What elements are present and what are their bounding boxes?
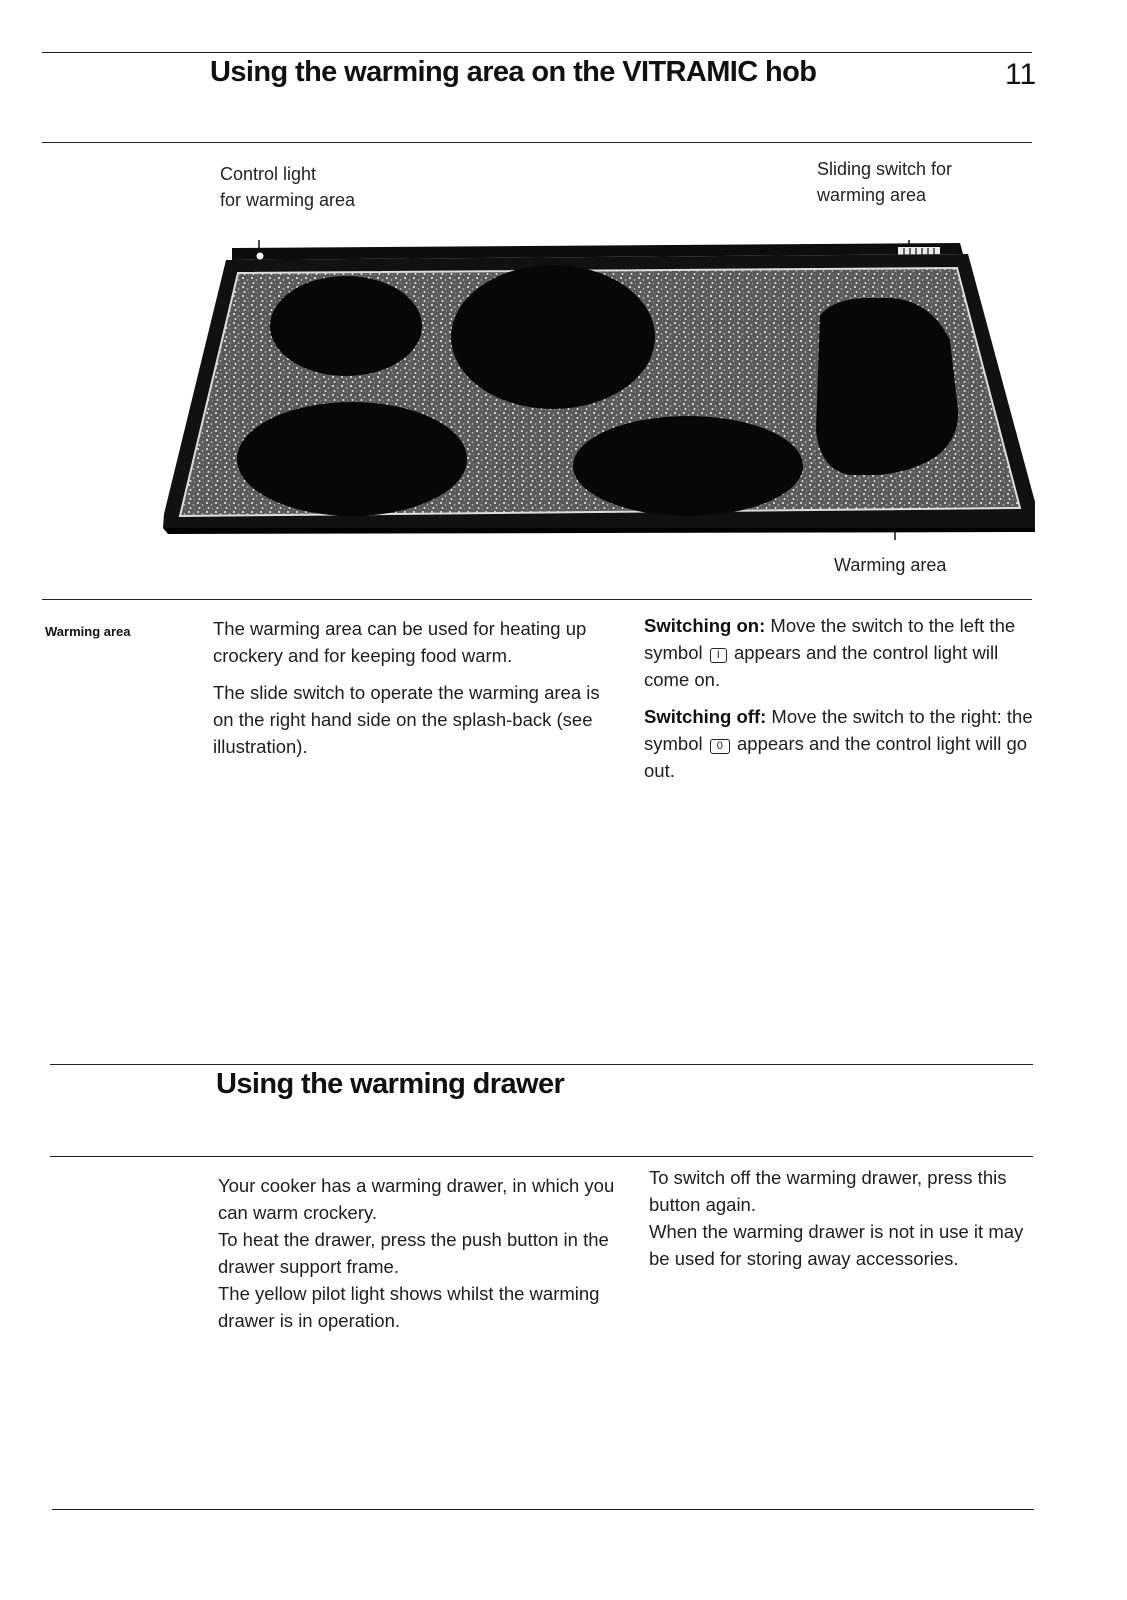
switching-on-text-b: appears and the control light will come on.	[644, 642, 999, 690]
switching-off-paragraph	[644, 703, 1034, 784]
switching-off-label: Switching off:	[644, 706, 767, 727]
symbol-off-icon: 0	[710, 739, 730, 754]
switching-on-text-a: Move the switch to the left the symbol	[644, 615, 1016, 663]
slide-switch-location-paragraph: The slide switch to operate the warming area is on the right hand side on the splash-back (see illustration).	[213, 682, 600, 757]
cooking-zone-front-left	[237, 402, 467, 516]
title-underline-rule	[42, 142, 1032, 143]
switching-on-label: Switching on:	[644, 615, 766, 636]
symbol-on-icon: I	[710, 648, 727, 663]
bottom-rule	[52, 1509, 1034, 1510]
figure-bottom-rule	[42, 599, 1032, 600]
callout-control-light: Control light for warming area	[220, 164, 356, 210]
warming-area-intro-paragraph: The warming area can be used for heating up crockery and for keeping food warm.	[213, 618, 587, 666]
warming-drawer-right-column: To switch off the warming drawer, press this button again. When the warming drawer is not in use it may be used for storing away accessories.	[649, 1167, 1024, 1269]
callout-warming-area: Warming area	[834, 555, 947, 575]
margin-label-warming-area: Warming area	[45, 624, 131, 639]
section-title-warming-drawer: Using the warming drawer	[216, 1068, 565, 1100]
section-title-warming-area: Using the warming area on the VITRAMIC hob	[210, 56, 817, 88]
switching-off-text-a: Move the switch to the right: the symbol	[644, 706, 1033, 754]
section2-top-rule	[50, 1064, 1033, 1065]
top-rule	[42, 52, 1032, 53]
section2-title-underline-rule	[50, 1156, 1033, 1157]
cooking-zone-rear-center	[451, 265, 655, 409]
cooking-zone-front-center	[573, 416, 803, 516]
warming-area-left-column	[213, 615, 613, 770]
warming-area-right-column	[644, 612, 1034, 794]
switching-on-paragraph	[644, 612, 1034, 693]
control-light-icon	[257, 253, 264, 260]
warming-area-zone	[816, 298, 958, 475]
warming-drawer-left-column: Your cooker has a warming drawer, in which you can warm crockery. To heat the drawer, press the push button in the drawer support frame. The yellow pilot light shows whilst the warming drawer is in operation.	[218, 1175, 615, 1331]
switching-off-text-b: appears and the control light will go out.	[644, 733, 1028, 781]
cooking-zone-rear-left	[270, 276, 422, 376]
vitramic-hob-illustration	[160, 240, 1035, 540]
page-number: 11	[1005, 58, 1037, 91]
callout-sliding-switch: Sliding switch for warming area	[817, 159, 953, 205]
